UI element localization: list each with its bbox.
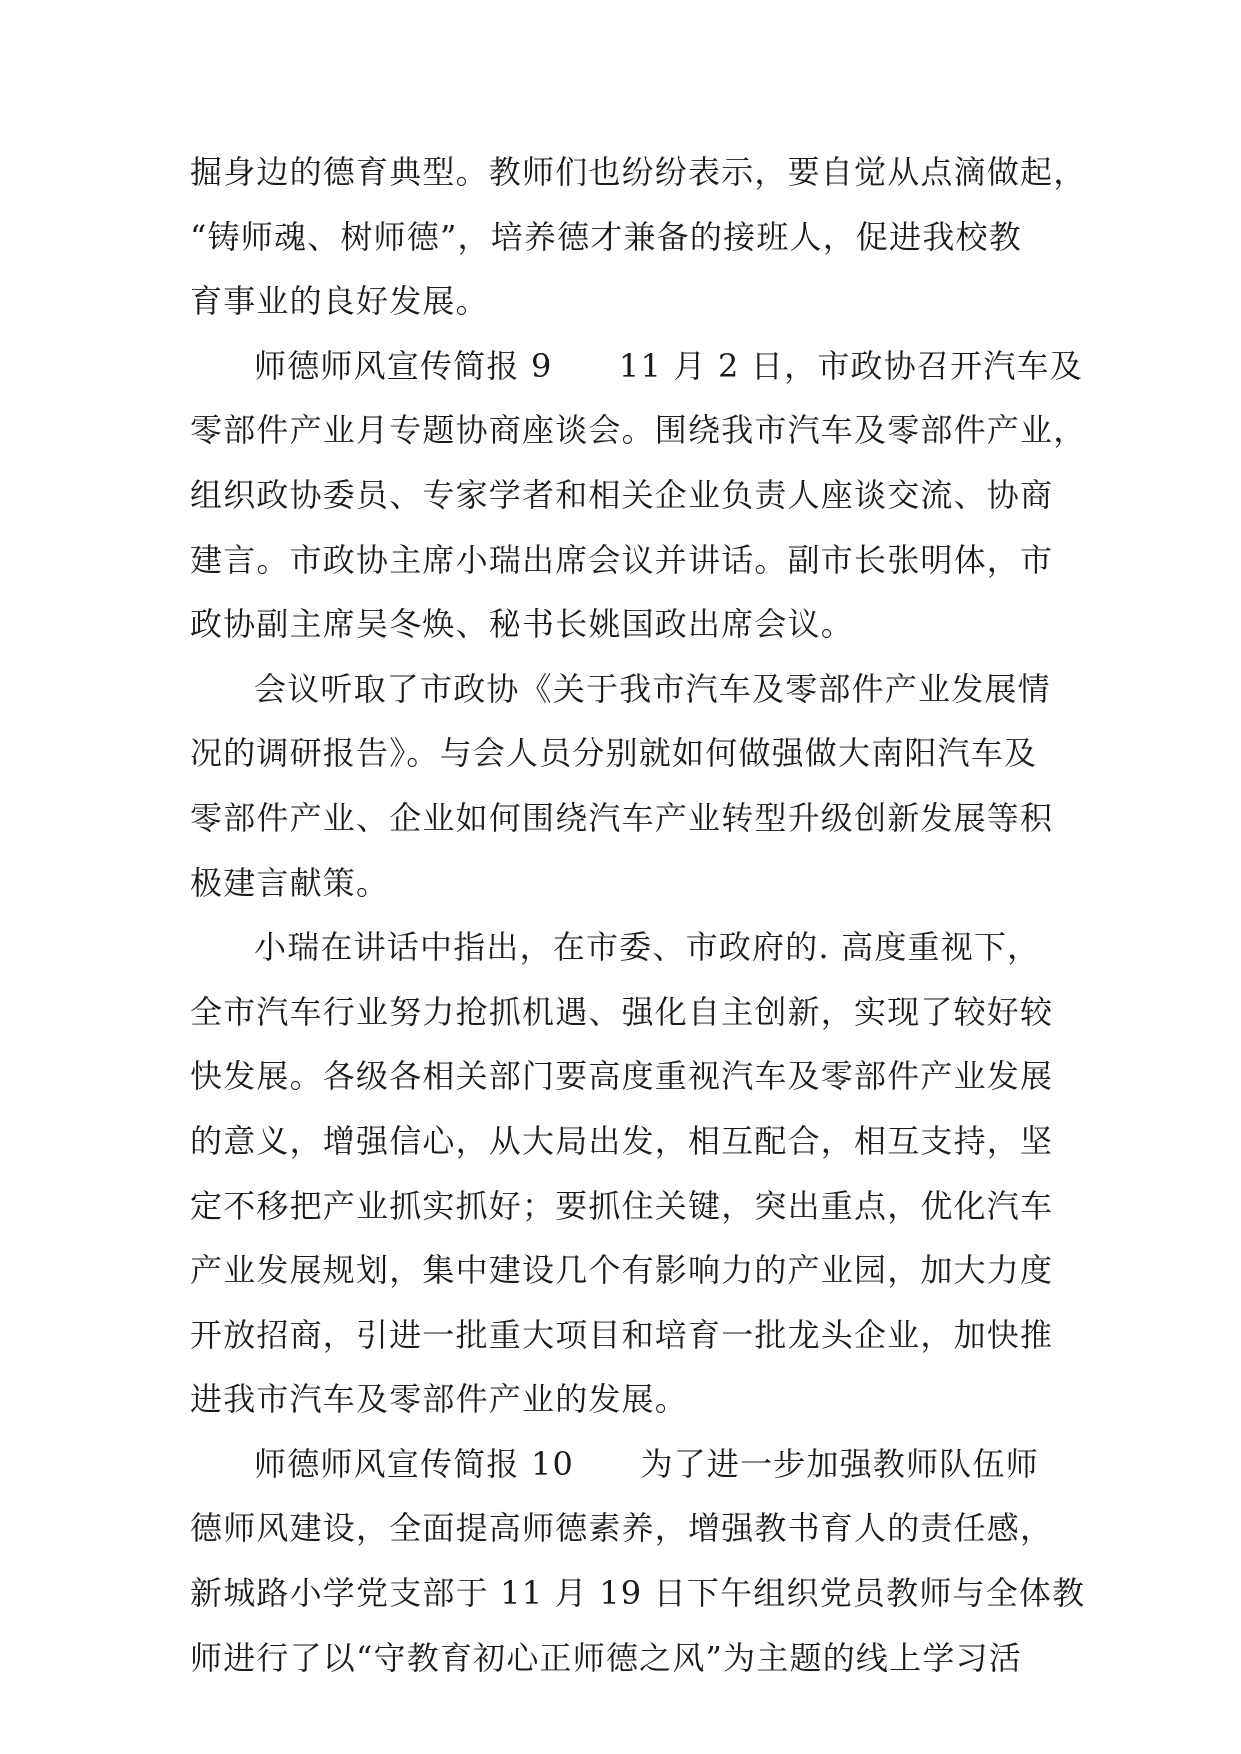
text-line: 开放招商，引进一批重大项目和培育一批龙头企业，加快推: [190, 1315, 1054, 1354]
text-line: 师进行了以“守教育初心正师德之风”为主题的线上学习活: [190, 1638, 1022, 1677]
text-line: 产业发展规划，集中建设几个有影响力的产业园，加大力度: [190, 1251, 1054, 1290]
text-line: 零部件产业月专题协商座谈会。围绕我市汽车及零部件产业，: [190, 411, 1087, 450]
text-line: 零部件产业、企业如何围绕汽车产业转型升级创新发展等积: [190, 798, 1054, 837]
paragraph: [190, 915, 1056, 1432]
text-line: 小瑞在讲话中指出，在市委、市政府的. 高度重视下，: [254, 928, 1041, 967]
text-line: 育事业的良好发展。: [190, 282, 489, 321]
text-line: 建言。市政协主席小瑞出席会议并讲话。副市长张明体，市: [190, 540, 1054, 579]
paragraph: [190, 140, 1087, 334]
text-line: 极建言献策。: [190, 863, 390, 902]
text-line: 德师风建设，全面提高师德素养，增强教书育人的责任感，: [190, 1509, 1054, 1548]
text-line: 的意义，增强信心，从大局出发，相互配合，相互支持，坚: [190, 1121, 1054, 1160]
paragraph: [190, 1432, 1086, 1690]
text-line: 政协副主席吴冬焕、秘书长姚国政出席会议。: [190, 605, 855, 644]
text-line: 进我市汽车及零部件产业的发展。: [190, 1380, 689, 1419]
document-body: [190, 140, 1087, 1690]
text-line: 师德师风宣传简报 10 为了进一步加强教师队伍师: [254, 1444, 1039, 1483]
text-line: 会议听取了市政协《关于我市汽车及零部件产业发展情: [254, 669, 1051, 708]
text-line: 快发展。各级各相关部门要高度重视汽车及零部件产业发展: [190, 1057, 1054, 1096]
text-line: 况的调研报告》。与会人员分别就如何做强做大南阳汽车及: [190, 734, 1038, 773]
paragraph: [190, 334, 1087, 657]
paragraph: [190, 657, 1056, 915]
text-line: 掘身边的德育典型。教师们也纷纷表示，要自觉从点滴做起，: [190, 153, 1087, 191]
text-line: 新城路小学党支部于 11 月 19 日下午组织党员教师与全体教: [190, 1574, 1086, 1613]
text-line: 师德师风宣传简报 9 11 月 2 日，市政协召开汽车及: [254, 346, 1083, 385]
text-line: 定不移把产业抓实抓好；要抓住关键，突出重点，优化汽车: [190, 1186, 1054, 1225]
text-line: “铸师魂、树师德”，培养德才兼备的接班人，促进我校教: [190, 217, 1022, 256]
text-line: 全市汽车行业努力抢抓机遇、强化自主创新，实现了较好较: [190, 992, 1054, 1031]
text-line: 组织政协委员、专家学者和相关企业负责人座谈交流、协商: [190, 475, 1054, 514]
